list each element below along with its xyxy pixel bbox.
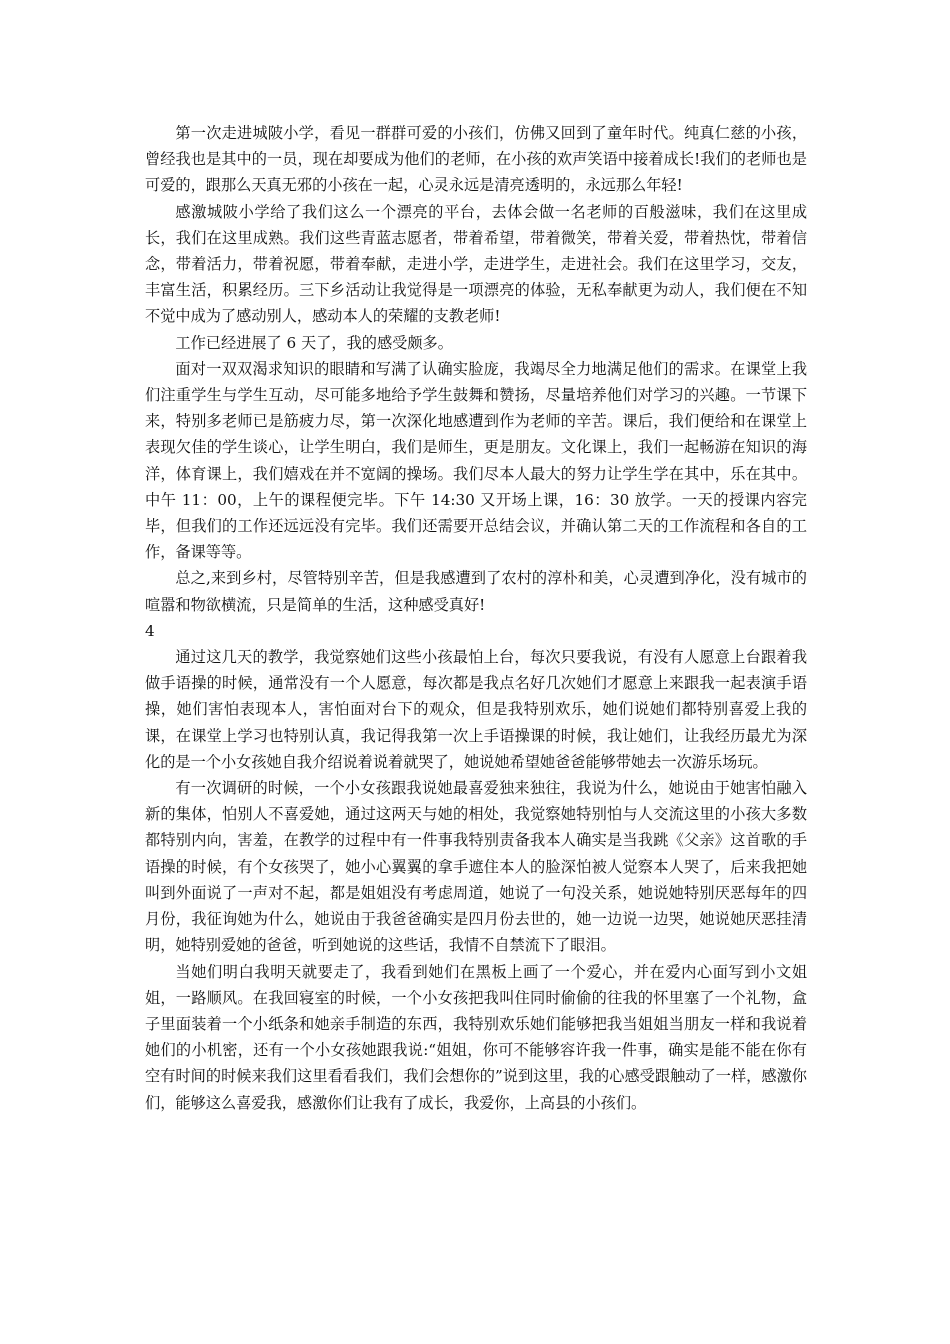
paragraph: 工作已经进展了 6 天了，我的感受颇多。	[175, 333, 453, 352]
paragraph: 有一次调研的时候，一个小女孩跟我说她最喜爱独来独往，我说为什么，她说由于她害怕融入新的集体，怕别人不喜爱她，通过这两天与她的相处，我觉察她特别怕与人交流这里的小孩大多数都特别内向，害羞，在教学的过程中有一件事我特别责备我本人确实是当我跳《父亲》这首歌的手语操的时候，有个女孩哭了，她小心翼翼的拿手遮住本人的脸深怕被人觉察本人哭了，后来我把她叫到外面说了一声对不起，都是姐姐没有考虑周道，她说了一句没关系，她说她特别厌恶每年的四月份，我征询她为什么，她说由于我爸爸确实是四月份去世的，她一边说一边哭，她说她厌恶挂清明，她特别爱她的爸爸，听到她说的这些话，我情不自禁流下了眼泪。	[145, 779, 807, 955]
paragraph: 第一次走进城陂小学，看见一群群可爱的小孩们，仿佛又回到了童年时代。纯真仁慈的小孩，曾经我也是其中的一员，现在却要成为他们的老师，在小孩的欢声笑语中接着成长!我们的老师也是可爱的，跟那么天真无邪的小孩在一起，心灵永远是清亮透明的，永远那么年轻!	[145, 124, 807, 195]
paragraph: 感激城陂小学给了我们这么一个漂亮的平台，去体会做一名老师的百般滋味，我们在这里成长，我们在这里成熟。我们这些青蓝志愿者，带着希望，带着微笑，带着关爱，带着热忱，带着信念，带着活力，带着祝愿，带着奉献，走进小学，走进学生，走进社会。我们在这里学习，交友，丰富生活，积累经历。三下乡活动让我觉得是一项漂亮的体验，无私奉献更为动人，我们便在不知不觉中成为了感动别人，感动本人的荣耀的支教老师!	[145, 202, 807, 326]
paragraph: 总之,来到乡村，尽管特别辛苦，但是我感遭到了农村的淳朴和美，心灵遭到净化，没有城市的喧嚣和物欲横流，只是简单的生活，这种感受真好!	[145, 569, 807, 614]
paragraph: 面对一双双渴求知识的眼睛和写满了认确实脸庞，我竭尽全力地满足他们的需求。在课堂上我们注重学生与学生互动，尽可能多地给予学生鼓舞和赞扬，尽量培养他们对学习的兴趣。一节课下来，特别多老师已是筋疲力尽，第一次深化地感遭到作为老师的辛苦。课后，我们便给和在课堂上表现欠佳的学生谈心，让学生明白，我们是师生，更是朋友。文化课上，我们一起畅游在知识的海洋，体育课上，我们嬉戏在并不宽阔的操场。我们尽本人最大的努力让学生学在其中，乐在其中。中午 11：00，上午的课程便完毕。下午 14:30 又开场上课，16：30 放学。一天的授课内容完毕，但我们的工作还远远没有完毕。我们还需要开总结会议，并确认第二天的工作流程和各自的工作，备课等等。	[145, 359, 807, 562]
document-page	[145, 120, 807, 1116]
paragraph: 通过这几天的教学，我觉察她们这些小孩最怕上台，每次只要我说，有没有人愿意上台跟着我做手语操的时候，通常没有一个人愿意，每次都是我点名好几次她们才愿意上来跟我一起表演手语操，她们害怕表现本人，害怕面对台下的观众，但是我特别欢乐，她们说她们都特别喜爱上我的课，在课堂上学习也特别认真，我记得我第一次上手语操课的时候，我让她们，让我经历最尤为深化的是一个小女孩她自我介绍说着说着就哭了，她说她希望她爸爸能够带她去一次游乐场玩。	[145, 648, 807, 771]
page-number: 4	[145, 621, 155, 640]
paragraph: 当她们明白我明天就要走了，我看到她们在黑板上画了一个爱心，并在爱内心面写到小文姐姐，一路顺风。在我回寝室的时候，一个小女孩把我叫住同时偷偷的往我的怀里塞了一个礼物，盒子里面装着一个小纸条和她亲手制造的东西，我特别欢乐她们能够把我当姐姐当朋友一样和我说着她们的小机密，还有一个小女孩她跟我说:“姐姐，你可不能够容许我一件事，确实是能不能在你有空有时间的时候来我们这里看看我们，我们会想你的”说到这里，我的心感受跟触动了一样，感激你们，能够这么喜爱我，感激你们让我有了成长，我爱你，上高县的小孩们。	[145, 962, 807, 1112]
